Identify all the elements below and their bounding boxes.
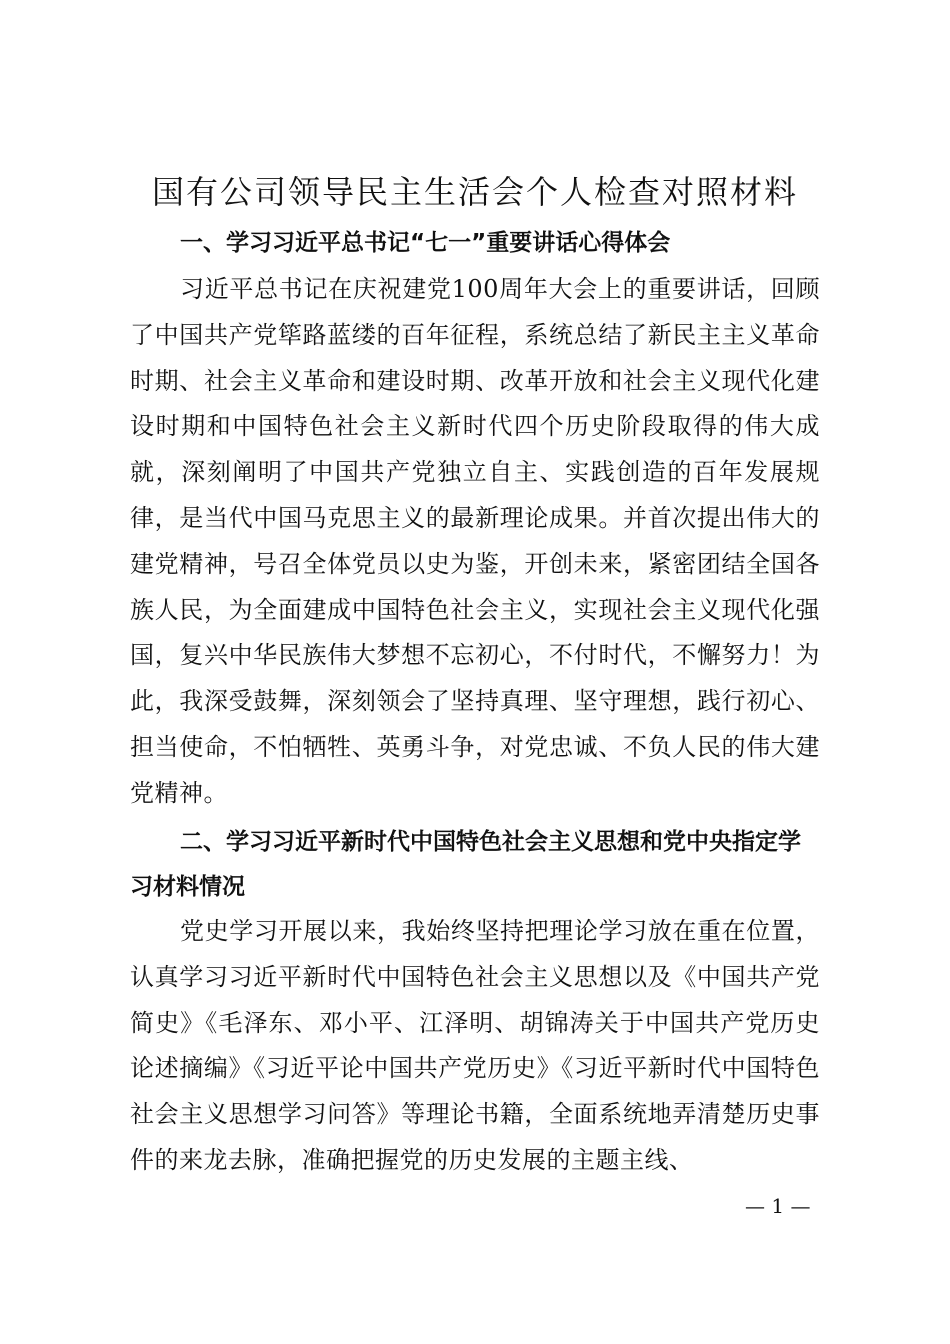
page-number: — 1 —: [745, 1194, 811, 1218]
section-paragraph-1: 习近平总书记在庆祝建党100周年大会上的重要讲话，回顾了中国共产党筚路蓝缕的百年征程，系统总结了新民主主义革命时期、社会主义革命和建设时期、改革开放和社会主义现代化建设时期和中国特色社会主义新时代四个历史阶段取得的伟大成就，深刻阐明了中国共产党独立自主、实践创造的百年发展规律，是当代中国马克思主义的最新理论成果。并首次提出伟大的建党精神，号召全体党员以史为鉴，开创未来，紧密团结全国各族人民，为全面建成中国特色社会主义，实现社会主义现代化强国，复兴中华民族伟大梦想不忘初心，不付时代，不懈努力！为此，我深受鼓舞，深刻领会了坚持真理、坚守理想，践行初心、担当使命，不怕牺牲、英勇斗争，对党忠诚、不负人民的伟大建党精神。: [130, 275, 820, 807]
document-title: 国有公司领导民主生活会个人检查对照材料: [151, 173, 798, 211]
section-heading-2: 二、学习习近平新时代中国特色社会主义思想和党中央指定学习材料情况: [130, 829, 801, 900]
section-paragraph-2: 党史学习开展以来，我始终坚持把理论学习放在重在位置，认真学习习近平新时代中国特色社会主义思想以及《中国共产党简史》《毛泽东、邓小平、江泽明、胡锦涛关于中国共产党历史论述摘编》《习近平论中国共产党历史》《习近平新时代中国特色社会主义思想学习问答》等理论书籍，全面系统地弄清楚历史事件的来龙去脉，准确把握党的历史发展的主题主线、: [130, 917, 820, 1174]
section-heading-1: 一、学习习近平总书记“七一”重要讲话心得体会: [180, 230, 671, 256]
